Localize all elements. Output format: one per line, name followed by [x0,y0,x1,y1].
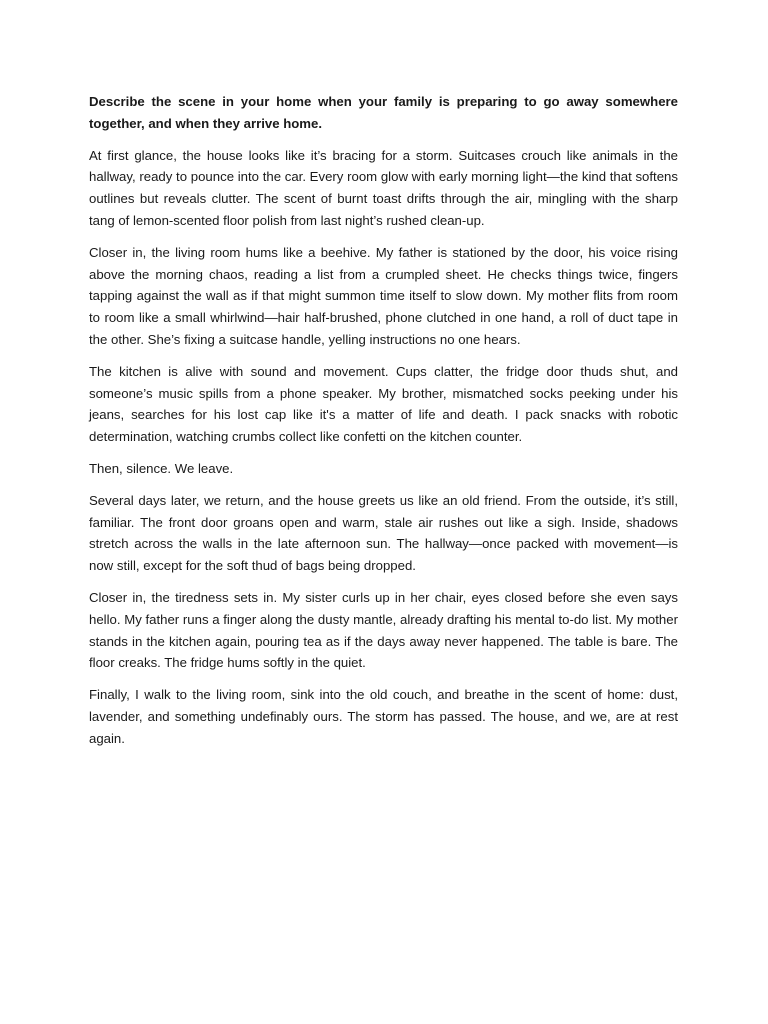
essay-paragraph-2: Closer in, the living room hums like a beehive. My father is stationed by the door, his voice rising above the morning chaos, reading a list from a crumpled sheet. He checks things twice, fingers tapping against the wall as if that might summon time itself to slow down. My mother flits from room to room like a small whirlwind—hair half-brushed, phone clutched in one hand, a roll of duct tape in the other. She’s fixing a suitcase handle, yelling instructions no one hears. [89,244,678,347]
document-page [89,91,678,760]
essay-prompt: Describe the scene in your home when your family is preparing to go away somewhere together, and when they arrive home. [89,94,678,131]
essay-paragraph-6: Closer in, the tiredness sets in. My sister curls up in her chair, eyes closed before she even says hello. My father runs a finger along the dusty mantle, already drafting his mental to-do list. My mother stands in the kitchen again, pouring tea as if the days away never happened. The table is bare. The floor creaks. The fridge hums softly in the quiet. [89,589,678,671]
essay-paragraph-5: Several days later, we return, and the house greets us like an old friend. From the outside, it’s still, familiar. The front door groans open and warm, stale air rushes out like a sigh. Inside, shadows stretch across the walls in the late afternoon sun. The hallway—once packed with movement—is now still, except for the soft thud of bags being dropped. [89,492,678,574]
essay-paragraph-7: Finally, I walk to the living room, sink into the old couch, and breathe in the scent of home: dust, lavender, and something undefinably ours. The storm has passed. The house, and we, are at rest again. [89,687,678,746]
essay-paragraph-4: Then, silence. We leave. [89,460,234,476]
essay-paragraph-1: At first glance, the house looks like it’s bracing for a storm. Suitcases crouch like animals in the hallway, ready to pounce into the car. Every room glow with early morning light—the kind that softens outlines but reveals clutter. The scent of burnt toast drifts through the air, mingling with the sharp tang of lemon-scented floor polish from last night’s rushed clean-up. [89,147,678,228]
essay-paragraph-3: The kitchen is alive with sound and movement. Cups clatter, the fridge door thuds shut, and someone’s music spills from a phone speaker. My brother, mismatched socks peeking under his jeans, searches for his lost cap like it's a matter of life and death. I pack snacks with robotic determination, watching crumbs collect like confetti on the kitchen counter. [89,363,678,445]
